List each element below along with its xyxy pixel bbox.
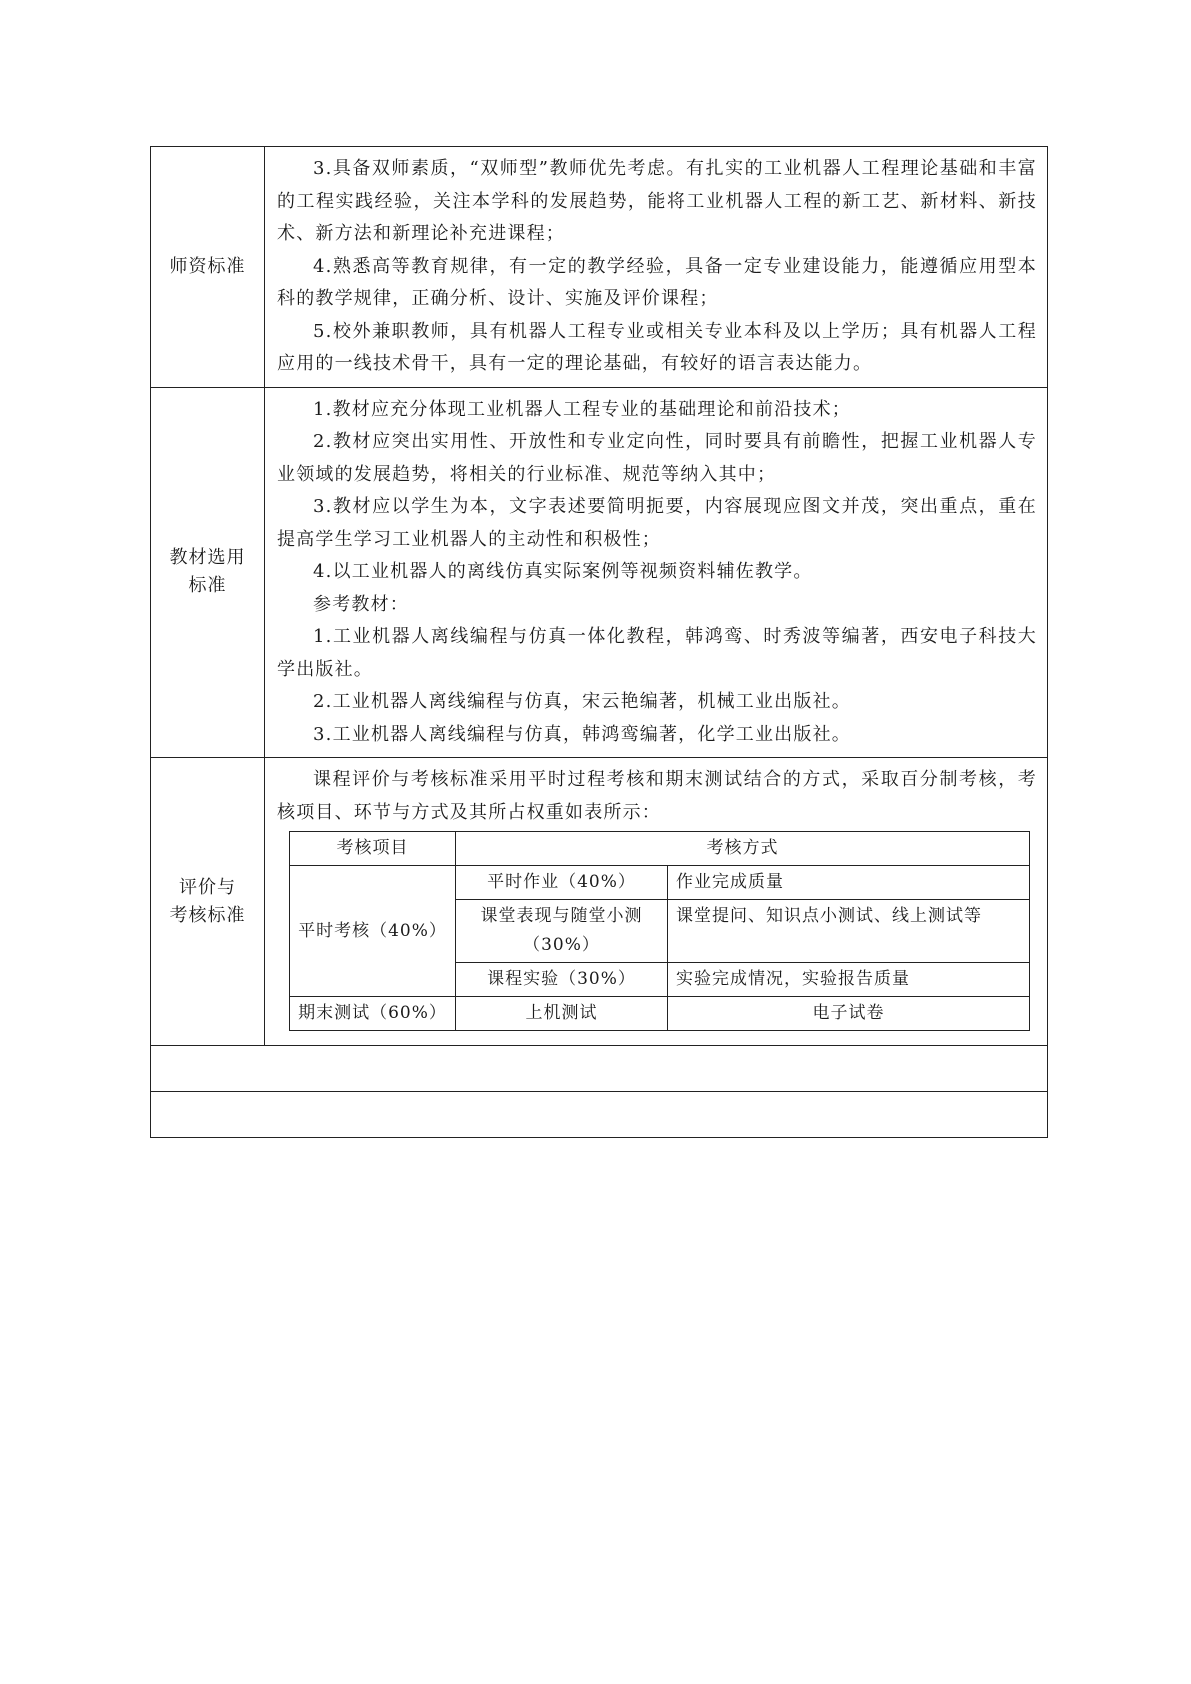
teacher-standards-content [265, 147, 1048, 388]
textbook-para-1: 1.教材应充分体现工业机器人工程专业的基础理论和前沿技术； [313, 398, 851, 420]
evaluation-standards-label [151, 758, 265, 1046]
evaluation-intro: 课程评价与考核标准采用平时过程考核和期末测试结合的方式，采取百分制考核，考核项目、环节与方式及其所占权重如表所示： [277, 769, 1037, 823]
reference-book-1: 1.工业机器人离线编程与仿真一体化教程，韩鸿鸾、时秀波等编著，西安电子科技大学出版社。 [277, 626, 1037, 680]
textbook-label-line1: 教材选用 [169, 547, 246, 569]
homework-desc-cell: 作业完成质量 [668, 866, 1030, 900]
header-assessment-method: 考核方式 [456, 832, 1030, 866]
header-assessment-item: 考核项目 [290, 832, 456, 866]
evaluation-standards-row [151, 758, 1048, 1046]
class-performance-cell [456, 900, 668, 963]
assessment-header-row [290, 832, 1030, 866]
textbook-para-2: 2.教材应突出实用性、开放性和专业定向性，同时要具有前瞻性，把握工业机器人专业领域的发展趋势，将相关的行业标准、规范等纳入其中； [277, 431, 1037, 485]
textbook-standards-row [151, 387, 1048, 758]
reference-heading: 参考教材： [313, 593, 409, 615]
evaluation-standards-content [265, 758, 1048, 1046]
empty-cell-1 [151, 1046, 1048, 1092]
reference-book-2: 2.工业机器人离线编程与仿真，宋云艳编著，机械工业出版社。 [313, 691, 851, 712]
evaluation-label-line1: 评价与 [179, 876, 236, 898]
teacher-standards-label [151, 147, 265, 388]
assessment-row [290, 997, 1030, 1031]
regular-assessment-cell: 平时考核（40%） [290, 866, 456, 997]
teacher-standards-label-text: 师资标准 [169, 255, 246, 277]
textbook-para-3: 3.教材应以学生为本，文字表述要简明扼要，内容展现应图文并茂，突出重点，重在提高学生学习工业机器人的主动性和积极性； [277, 496, 1037, 550]
teacher-para-5: 5.校外兼职教师，具有机器人工程专业或相关专业本科及以上学历；具有机器人工程应用的一线技术骨干，具有一定的理论基础，有较好的语言表达能力。 [277, 320, 1037, 374]
class-performance-line1: 课堂表现与随堂小测 [480, 906, 643, 926]
homework-cell: 平时作业（40%） [456, 866, 668, 900]
class-performance-line2: （30%） [523, 935, 600, 955]
class-performance-desc-cell: 课堂提问、知识点小测试、线上测试等 [668, 900, 1030, 963]
final-exam-desc-cell: 电子试卷 [668, 997, 1030, 1031]
evaluation-label-line2: 考核标准 [169, 904, 246, 926]
textbook-label-line2: 标准 [188, 575, 227, 597]
textbook-standards-label [151, 387, 265, 758]
assessment-table [289, 831, 1030, 1031]
experiment-desc-cell: 实验完成情况，实验报告质量 [668, 963, 1030, 997]
empty-row-1 [151, 1046, 1048, 1092]
assessment-row [290, 866, 1030, 900]
empty-cell-2 [151, 1092, 1048, 1138]
experiment-cell: 课程实验（30%） [456, 963, 668, 997]
course-standards-table [150, 146, 1048, 1138]
reference-book-3: 3.工业机器人离线编程与仿真，韩鸿鸾编著，化学工业出版社。 [313, 723, 851, 745]
teacher-standards-row [151, 147, 1048, 388]
textbook-para-4: 4.以工业机器人的离线仿真实际案例等视频资料辅佐教学。 [313, 561, 813, 582]
teacher-para-4: 4.熟悉高等教育规律，有一定的教学经验，具备一定专业建设能力，能遵循应用型本科的教学规律，正确分析、设计、实施及评价课程； [277, 255, 1037, 309]
final-exam-cell: 期末测试（60%） [290, 997, 456, 1031]
textbook-standards-content [265, 387, 1048, 758]
teacher-para-3: 3.具备双师素质，“双师型”教师优先考虑。有扎实的工业机器人工程理论基础和丰富的工程实践经验，关注本学科的发展趋势，能将工业机器人工程的新工艺、新材料、新技术、新方法和新理论补充进课程； [277, 158, 1037, 244]
document-page [150, 146, 1048, 1138]
empty-row-2 [151, 1092, 1048, 1138]
final-exam-part-cell: 上机测试 [456, 997, 668, 1031]
